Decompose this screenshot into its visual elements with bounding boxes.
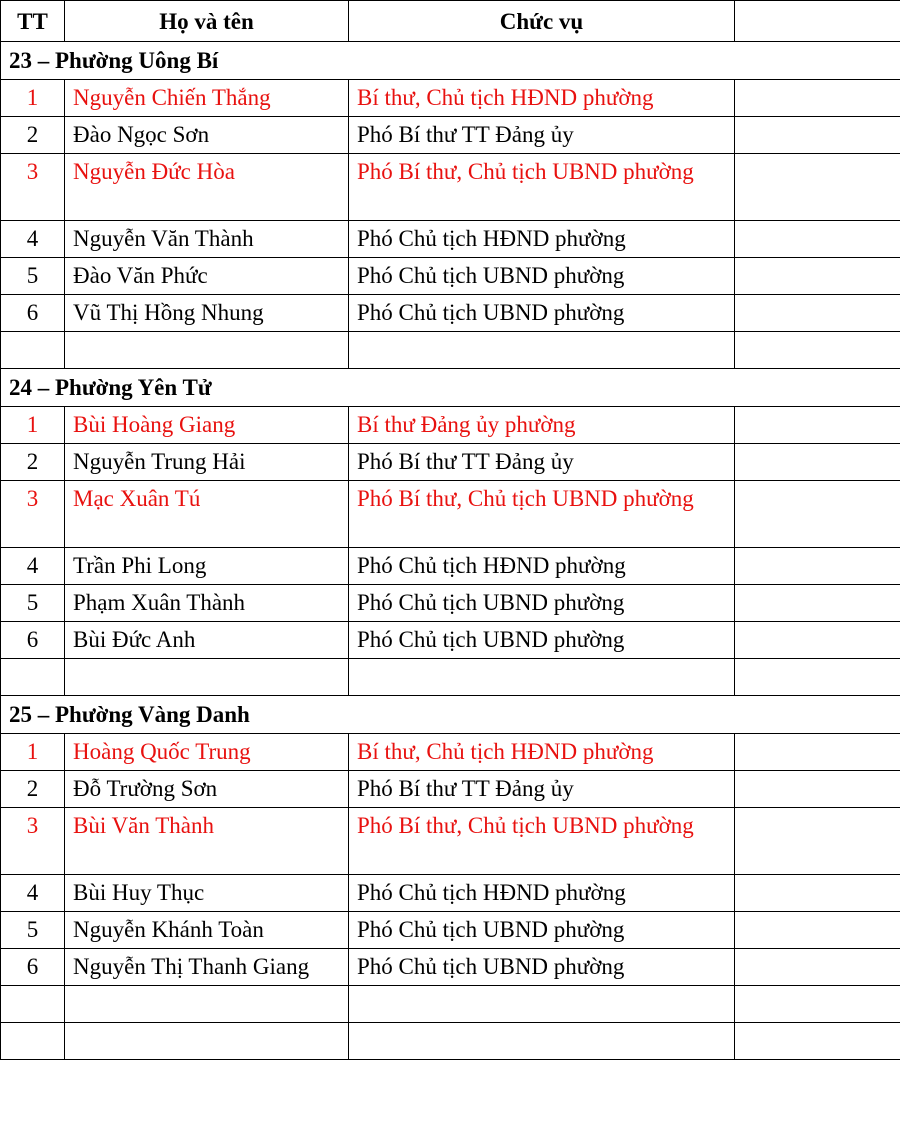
- cell-role: [349, 986, 735, 1023]
- section-title: 24 – Phường Yên Tử: [1, 369, 900, 407]
- cell-name: [65, 1023, 349, 1060]
- cell-tt: 6: [1, 622, 65, 659]
- header-extra: [735, 1, 900, 42]
- cell-name: Nguyễn Thị Thanh Giang: [65, 949, 349, 986]
- table-row: [1, 295, 900, 332]
- cell-tt: 1: [1, 80, 65, 117]
- cell-tt: [1, 332, 65, 369]
- cell-name: Đỗ Trường Sơn: [65, 771, 349, 808]
- table-row: [1, 444, 900, 481]
- cell-extra: [735, 481, 900, 548]
- cell-tt: 2: [1, 771, 65, 808]
- cell-role: [349, 332, 735, 369]
- table-row: [1, 154, 900, 221]
- cell-tt: 6: [1, 949, 65, 986]
- cell-role: [349, 659, 735, 696]
- cell-tt: 5: [1, 912, 65, 949]
- cell-name: [65, 986, 349, 1023]
- table-row: [1, 659, 900, 696]
- cell-role: Phó Bí thư TT Đảng ủy: [349, 444, 735, 481]
- cell-tt: 3: [1, 154, 65, 221]
- cell-role: Phó Chủ tịch HĐND phường: [349, 875, 735, 912]
- cell-tt: 1: [1, 407, 65, 444]
- cell-extra: [735, 117, 900, 154]
- cell-tt: 4: [1, 548, 65, 585]
- cell-tt: 2: [1, 117, 65, 154]
- cell-role: Phó Chủ tịch UBND phường: [349, 949, 735, 986]
- cell-role: Bí thư, Chủ tịch HĐND phường: [349, 80, 735, 117]
- cell-tt: 3: [1, 481, 65, 548]
- cell-tt: 4: [1, 875, 65, 912]
- cell-tt: 6: [1, 295, 65, 332]
- table-row: [1, 80, 900, 117]
- cell-extra: [735, 622, 900, 659]
- cell-name: Nguyễn Khánh Toàn: [65, 912, 349, 949]
- cell-tt: 5: [1, 258, 65, 295]
- table-row: [1, 407, 900, 444]
- table-row: [1, 548, 900, 585]
- header-tt: TT: [1, 1, 65, 42]
- table-row: [1, 734, 900, 771]
- table-row: [1, 771, 900, 808]
- cell-role: Phó Chủ tịch UBND phường: [349, 258, 735, 295]
- cell-extra: [735, 585, 900, 622]
- table-row: [1, 808, 900, 875]
- cell-tt: 5: [1, 585, 65, 622]
- table-row: [1, 332, 900, 369]
- section-title: 25 – Phường Vàng Danh: [1, 696, 900, 734]
- cell-extra: [735, 332, 900, 369]
- header-name: Họ và tên: [65, 1, 349, 42]
- cell-extra: [735, 295, 900, 332]
- cell-role: Phó Chủ tịch UBND phường: [349, 622, 735, 659]
- cell-role: Phó Chủ tịch HĐND phường: [349, 548, 735, 585]
- section-header-row: [1, 696, 900, 734]
- section-title: 23 – Phường Uông Bí: [1, 42, 900, 80]
- cell-extra: [735, 80, 900, 117]
- cell-name: Hoàng Quốc Trung: [65, 734, 349, 771]
- cell-extra: [735, 221, 900, 258]
- cell-extra: [735, 407, 900, 444]
- cell-role: Phó Chủ tịch UBND phường: [349, 912, 735, 949]
- cell-role: Phó Bí thư, Chủ tịch UBND phường: [349, 154, 735, 221]
- section-header-row: [1, 369, 900, 407]
- table-body: [1, 42, 900, 1060]
- section-header-row: [1, 42, 900, 80]
- cell-role: Phó Bí thư, Chủ tịch UBND phường: [349, 481, 735, 548]
- cell-role: Phó Chủ tịch HĐND phường: [349, 221, 735, 258]
- cell-tt: [1, 1023, 65, 1060]
- cell-extra: [735, 808, 900, 875]
- cell-extra: [735, 154, 900, 221]
- cell-extra: [735, 912, 900, 949]
- table-row: [1, 117, 900, 154]
- cell-extra: [735, 444, 900, 481]
- cell-name: [65, 332, 349, 369]
- cell-name: [65, 659, 349, 696]
- cell-name: Trần Phi Long: [65, 548, 349, 585]
- cell-extra: [735, 986, 900, 1023]
- cell-role: Phó Chủ tịch UBND phường: [349, 585, 735, 622]
- cell-tt: 3: [1, 808, 65, 875]
- cell-role: Phó Bí thư TT Đảng ủy: [349, 771, 735, 808]
- cell-name: Phạm Xuân Thành: [65, 585, 349, 622]
- cell-extra: [735, 734, 900, 771]
- cell-tt: 2: [1, 444, 65, 481]
- table-row: [1, 622, 900, 659]
- cell-name: Đào Văn Phức: [65, 258, 349, 295]
- table-row: [1, 585, 900, 622]
- cell-tt: [1, 986, 65, 1023]
- cell-name: Bùi Văn Thành: [65, 808, 349, 875]
- cell-role: Phó Bí thư TT Đảng ủy: [349, 117, 735, 154]
- cell-extra: [735, 659, 900, 696]
- cell-name: Bùi Huy Thục: [65, 875, 349, 912]
- cell-extra: [735, 875, 900, 912]
- table-row: [1, 986, 900, 1023]
- cell-name: Vũ Thị Hồng Nhung: [65, 295, 349, 332]
- cell-extra: [735, 771, 900, 808]
- cell-role: Phó Chủ tịch UBND phường: [349, 295, 735, 332]
- header-row: [1, 1, 900, 42]
- cell-name: Mạc Xuân Tú: [65, 481, 349, 548]
- table-row: [1, 875, 900, 912]
- header-role: Chức vụ: [349, 1, 735, 42]
- table-row: [1, 481, 900, 548]
- cell-name: Nguyễn Chiến Thắng: [65, 80, 349, 117]
- cell-role: Bí thư, Chủ tịch HĐND phường: [349, 734, 735, 771]
- table-row: [1, 949, 900, 986]
- table-row: [1, 1023, 900, 1060]
- cell-name: Bùi Đức Anh: [65, 622, 349, 659]
- cell-name: Nguyễn Văn Thành: [65, 221, 349, 258]
- cell-role: Bí thư Đảng ủy phường: [349, 407, 735, 444]
- cell-role: [349, 1023, 735, 1060]
- cell-tt: 1: [1, 734, 65, 771]
- cell-role: Phó Bí thư, Chủ tịch UBND phường: [349, 808, 735, 875]
- cell-name: Bùi Hoàng Giang: [65, 407, 349, 444]
- cell-extra: [735, 949, 900, 986]
- cell-name: Nguyễn Đức Hòa: [65, 154, 349, 221]
- table-row: [1, 258, 900, 295]
- cell-tt: 4: [1, 221, 65, 258]
- cell-tt: [1, 659, 65, 696]
- cell-name: Nguyễn Trung Hải: [65, 444, 349, 481]
- cell-extra: [735, 548, 900, 585]
- cell-name: Đào Ngọc Sơn: [65, 117, 349, 154]
- cell-extra: [735, 1023, 900, 1060]
- table-row: [1, 912, 900, 949]
- cell-extra: [735, 258, 900, 295]
- table-row: [1, 221, 900, 258]
